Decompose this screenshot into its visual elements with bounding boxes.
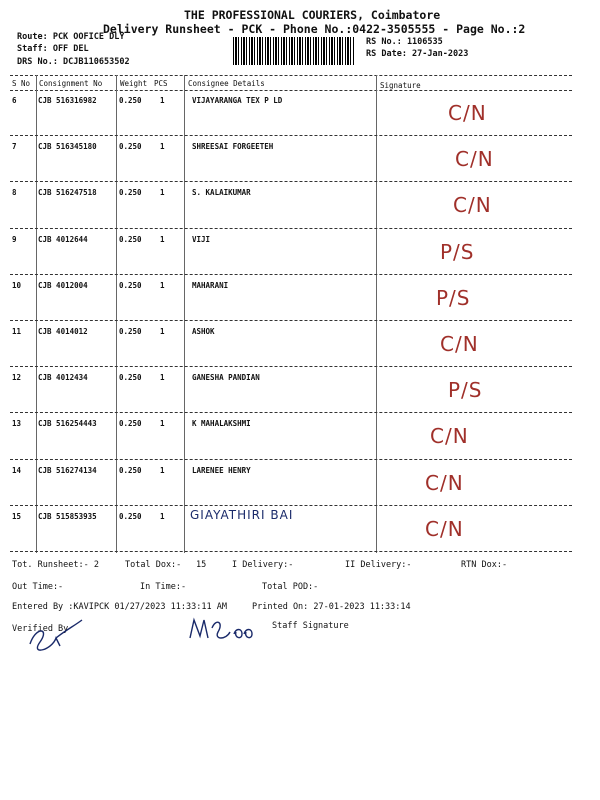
rtn-dox: RTN Dox:- — [461, 560, 508, 570]
row-consignee-details: MAHARANI — [192, 280, 229, 290]
row-signature: C/N — [453, 193, 492, 218]
route-label: Route: PCK OOFICE DLY — [17, 32, 125, 42]
col-header-consignment: Consignment No — [39, 79, 103, 88]
printed-on: Printed On: 27-01-2023 11:33:14 — [252, 602, 411, 612]
row-signature: C/N — [448, 101, 487, 125]
row-sno: 10 — [12, 280, 22, 290]
col-header-details: Consignee Details — [188, 79, 265, 88]
col-header-weight: Weight — [120, 79, 148, 88]
row-pcs: 1 — [160, 280, 165, 290]
row-pcs: 1 — [160, 327, 165, 336]
row-divider — [10, 181, 572, 182]
row-consignee-details: VIJAYARANGA TEX P LD — [192, 96, 283, 105]
row-weight: 0.250 — [119, 280, 142, 290]
staff-label: Staff: OFF DEL — [17, 44, 89, 54]
row-weight: 0.250 — [119, 234, 142, 244]
row-consignment-no: CJB 4012434 — [38, 373, 88, 383]
row-divider — [10, 135, 572, 136]
row-divider — [10, 505, 572, 506]
row-consignment-no: CJB 516247518 — [38, 188, 97, 198]
row-sno: 13 — [12, 419, 22, 429]
row-weight: 0.250 — [119, 142, 142, 152]
col-header-pcs: PCS — [154, 79, 168, 88]
row-weight: 0.250 — [119, 373, 142, 383]
row-signature: C/N — [425, 516, 464, 541]
row-pcs: 1 — [160, 373, 165, 383]
row-consignee-details: GIAYATHIRI BAI — [190, 507, 294, 522]
row-consignment-no: CJB 516345180 — [38, 142, 97, 152]
row-consignment-no: CJB 4012004 — [38, 280, 88, 290]
col-divider — [376, 75, 377, 553]
row-consignment-no: CJB 4012644 — [38, 234, 88, 244]
row-pcs: 1 — [160, 419, 165, 429]
row-pcs: 1 — [160, 511, 165, 521]
row-pcs: 1 — [160, 234, 165, 244]
barcode — [233, 37, 355, 65]
row-weight: 0.250 — [119, 465, 142, 475]
row-consignment-no: CJB 515853935 — [38, 511, 97, 521]
staff-signature — [186, 614, 256, 646]
entered-by: Entered By :KAVIPCK 01/27/2023 11:33:11 AM — [12, 602, 227, 612]
row-divider — [10, 459, 572, 460]
row-consignee-details: VIJI — [192, 234, 211, 244]
row-divider — [10, 320, 572, 321]
row-pcs: 1 — [160, 188, 165, 198]
row-signature: P/S — [440, 239, 475, 264]
verifier-signature — [26, 614, 86, 654]
out-time: Out Time:- — [12, 582, 64, 592]
row-sno: 9 — [12, 234, 17, 244]
row-weight: 0.250 — [119, 419, 142, 429]
total-dox-value: 15 — [196, 560, 207, 570]
row-pcs: 1 — [160, 96, 165, 105]
staff-signature-label: Staff Signature — [272, 621, 349, 631]
drs-number: DRS No.: DCJB110653502 — [17, 57, 130, 67]
total-pod: Total POD:- — [262, 582, 319, 592]
row-consignee-details: SHREESAI FORGEETEH — [192, 142, 274, 152]
runsheet-subtitle: Delivery Runsheet - PCK - Phone No.:0422-3505555 - Page No.:2 — [103, 22, 526, 36]
row-divider — [10, 228, 572, 229]
row-divider — [10, 551, 572, 552]
col-header-sno: S No — [12, 79, 31, 88]
header-rule — [10, 90, 572, 91]
table-top-rule — [10, 75, 572, 76]
row-signature: C/N — [455, 147, 494, 172]
col-divider — [116, 75, 117, 553]
row-consignment-no: CJB 4014012 — [38, 327, 88, 336]
row-weight: 0.250 — [119, 327, 142, 336]
in-time: In Time:- — [140, 582, 187, 592]
row-consignee-details: LARENEE HENRY — [192, 465, 251, 475]
row-sno: 7 — [12, 142, 17, 152]
rs-date: RS Date: 27-Jan-2023 — [366, 49, 469, 59]
row-signature: P/S — [448, 378, 483, 403]
row-consignee-details: K MAHALAKSHMI — [192, 419, 251, 429]
ii-delivery: II Delivery:- — [345, 560, 412, 570]
i-delivery: I Delivery:- — [232, 560, 294, 570]
row-sno: 8 — [12, 188, 17, 198]
total-dox-label: Total Dox:- — [125, 560, 182, 570]
col-header-signature: Signature — [380, 81, 421, 90]
row-signature: C/N — [430, 424, 469, 449]
row-pcs: 1 — [160, 142, 165, 152]
row-consignee-details: S. KALAIKUMAR — [192, 188, 251, 198]
tot-runsheet: Tot. Runsheet:- 2 — [12, 560, 99, 570]
rs-number: RS No.: 1106535 — [366, 37, 443, 47]
col-divider — [184, 75, 185, 553]
row-pcs: 1 — [160, 465, 165, 475]
col-divider — [36, 75, 37, 553]
row-divider — [10, 412, 572, 413]
row-weight: 0.250 — [119, 188, 142, 198]
row-weight: 0.250 — [119, 96, 142, 105]
row-signature: P/S — [436, 285, 471, 310]
row-consignment-no: CJB 516274134 — [38, 465, 97, 475]
row-weight: 0.250 — [119, 511, 142, 521]
page-title: THE PROFESSIONAL COURIERS, Coimbatore — [184, 8, 441, 22]
row-signature: C/N — [440, 332, 479, 356]
row-sno: 11 — [12, 327, 22, 336]
verified-by: Verified By — [12, 624, 69, 634]
row-divider — [10, 274, 572, 275]
row-sno: 14 — [12, 465, 22, 475]
row-consignment-no: CJB 516254443 — [38, 419, 97, 429]
row-sno: 12 — [12, 373, 22, 383]
row-sno: 6 — [12, 96, 17, 105]
row-sno: 15 — [12, 511, 22, 521]
row-divider — [10, 366, 572, 367]
row-consignment-no: CJB 516316982 — [38, 96, 97, 105]
row-consignee-details: ASHOK — [192, 327, 215, 336]
row-consignee-details: GANESHA PANDIAN — [192, 373, 260, 383]
row-signature: C/N — [425, 470, 464, 495]
